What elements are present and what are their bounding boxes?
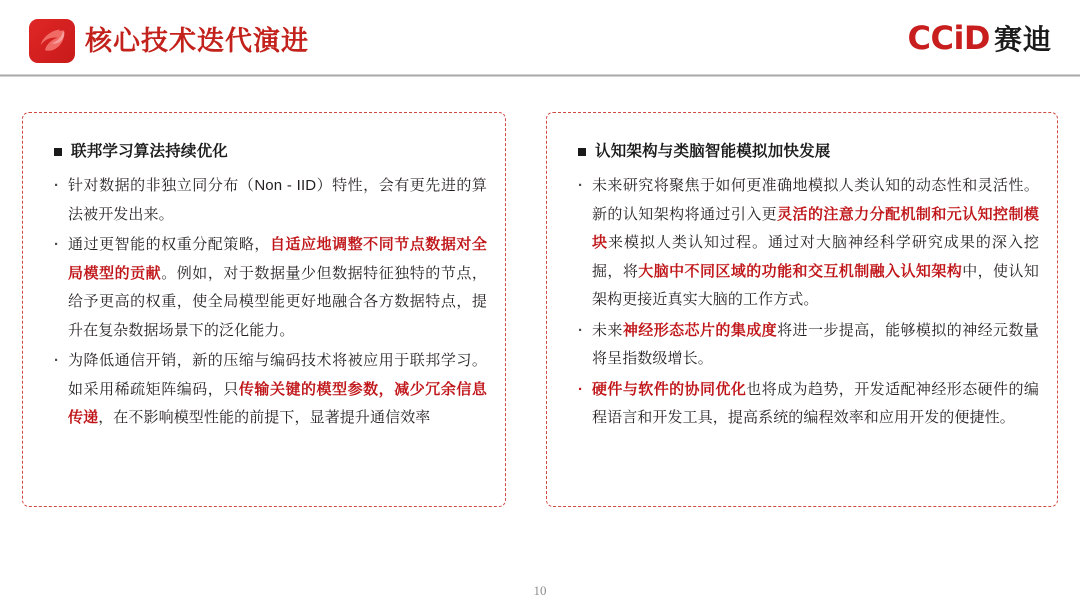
bullet-text: [68, 172, 487, 229]
plain-text: 将进一步提高，能够模拟的神经元数量将呈指数级增长。: [592, 321, 1039, 367]
bullet-dot-icon: ·: [54, 177, 59, 194]
plain-text: 通过更智能的权重分配策略，: [68, 236, 270, 253]
highlighted-text: 自适应地调整不同节点数据对全局模型的贡献: [68, 236, 487, 282]
highlighted-text: 神经形态芯片的集成度: [622, 321, 778, 339]
plain-text: 为降低通信开销，新的压缩与编码技术将被应用于联邦学习。如采用稀疏矩阵编码，只: [68, 352, 487, 398]
page-title: 核心技术迭代演进: [85, 26, 309, 56]
bullet-text: [68, 347, 487, 433]
plain-text: 中，使认知架构更接近真实大脑的工作方式。: [592, 262, 1039, 308]
bullet-text: [68, 231, 487, 345]
highlighted-text: 大脑中不同区域的功能和交互机制融入认知架构: [638, 262, 963, 280]
highlighted-text: 硬件与软件的协同优化: [592, 380, 747, 398]
plain-text: 未来研究将聚焦于如何更准确地模拟人类认知的动态性和灵活性。新的认知架构将通过引入更: [592, 177, 1039, 223]
panel-heading: [54, 141, 487, 163]
page-number: 10: [533, 583, 547, 598]
bullet-dot-icon: ·: [578, 321, 583, 339]
highlighted-text: 灵活的注意力分配机制和元认知控制模块: [592, 205, 1040, 251]
bullet-list: [43, 172, 487, 433]
plain-text: 来模拟人类认知过程。通过对大脑神经科学研究成果的深入挖掘，将: [592, 234, 1039, 280]
bullet-item: [578, 376, 1039, 433]
bullet-item: [54, 172, 487, 229]
bullet-text: [592, 172, 1039, 315]
logo-chinese-text: 赛迪: [993, 24, 1052, 55]
bullet-dot-icon: ·: [578, 380, 583, 398]
panel-heading-text: 联邦学习算法持续优化: [71, 143, 229, 160]
bullet-item: [54, 231, 487, 345]
bullet-item: [54, 347, 487, 433]
bullet-dot-icon: ·: [578, 177, 583, 194]
panel-heading-text: 认知架构与类脑智能模拟加快发展: [595, 143, 831, 160]
panel-federated-learning: [22, 112, 506, 507]
plain-text: 。例如，对于数据量少但数据特征独特的节点，给予更高的权重，使全局模型能更好地融合各方数据特点，提升在复杂数据场景下的泛化能力。: [68, 264, 487, 339]
bullet-dot-icon: ·: [54, 236, 59, 253]
bullet-text: [592, 376, 1039, 433]
highlighted-text: 传输关键的模型参数，减少冗余信息传递: [68, 380, 487, 426]
plain-text: 针对数据的非独立同分布（Non - IID）特性，会有更先进的算法被开发出来。: [68, 177, 487, 223]
bullet-item: [578, 317, 1039, 374]
panel-heading: [578, 141, 1039, 163]
square-bullet-icon: [54, 148, 62, 156]
plain-text: 也将成为趋势，开发适配神经形态硬件的编程语言和开发工具，提高系统的编程效率和应用开发的便捷性。: [592, 380, 1039, 426]
plain-text: 未来: [592, 321, 623, 339]
bullet-list: [567, 172, 1039, 433]
plain-text: ，在不影响模型性能的前提下，显著提升通信效率: [98, 409, 431, 426]
panel-cognitive-architecture: [546, 112, 1058, 507]
bullet-item: [578, 172, 1039, 315]
bullet-dot-icon: ·: [54, 352, 59, 369]
bullet-text: [592, 317, 1039, 374]
logo-latin-text: CCiD: [907, 19, 990, 57]
square-bullet-icon: [578, 148, 586, 156]
